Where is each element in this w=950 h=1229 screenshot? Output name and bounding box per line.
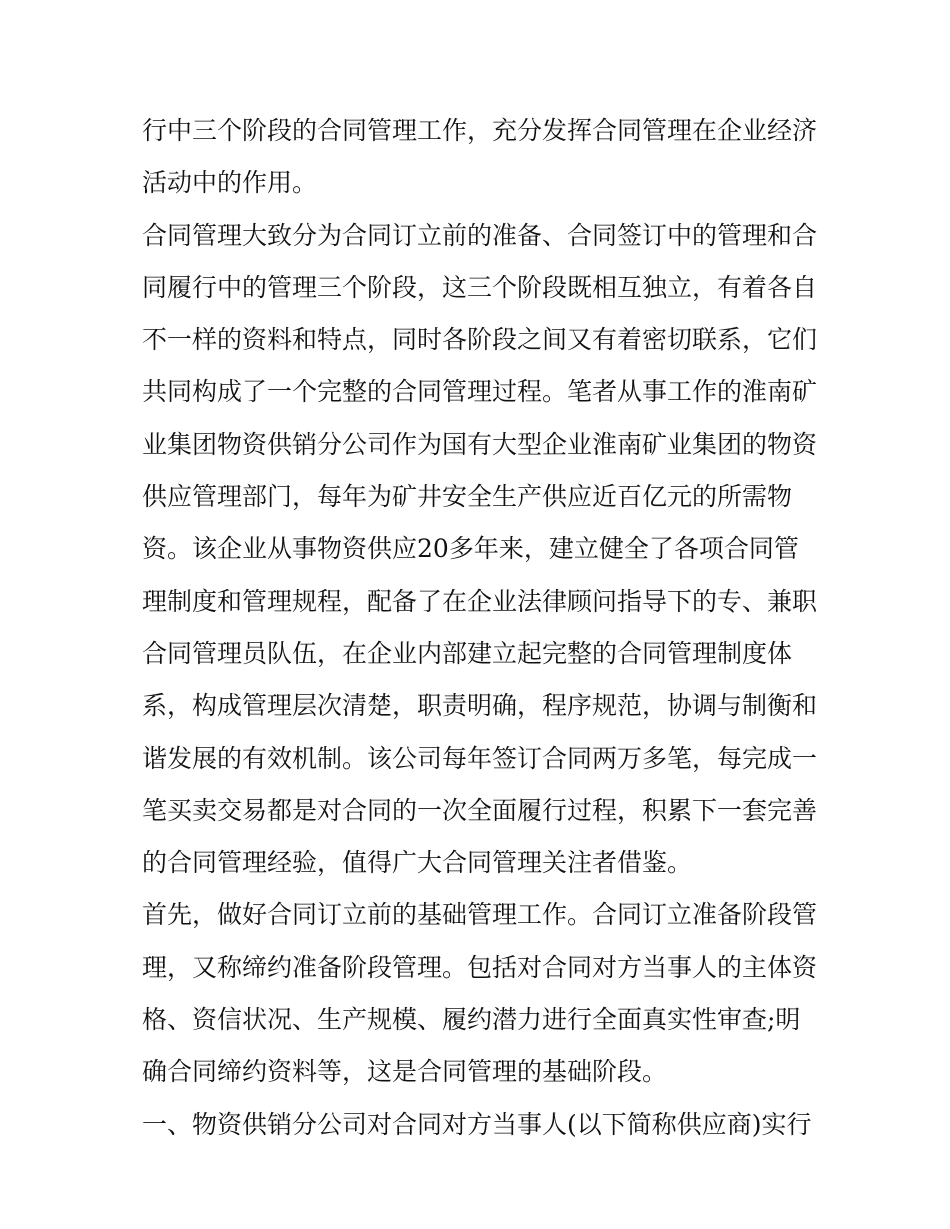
text-line: 首先，做好合同订立前的基础管理工作。合同订立准备阶段管 xyxy=(142,900,818,930)
text-line: 资。该企业从事物资供应20多年来，建立健全了各项合同管 xyxy=(142,534,799,564)
text-line: 确合同缔约资料等，这是合同管理的基础阶段。 xyxy=(142,1057,668,1087)
text-line: 不一样的资料和特点，同时各阶段之间又有着密切联系，它们 xyxy=(142,325,818,355)
text-line: 谐发展的有效机制。该公司每年签订合同两万多笔，每完成一 xyxy=(142,743,818,773)
text-line: 共同构成了一个完整的合同管理过程。笔者从事工作的淮南矿 xyxy=(142,377,818,407)
text-line: 合同管理员队伍，在企业内部建立起完整的合同管理制度体 xyxy=(142,638,793,668)
text-line: 行中三个阶段的合同管理工作，充分发挥合同管理在企业经济 xyxy=(142,116,818,145)
text-line: 格、资信状况、生产规模、履约潜力进行全面真实性审查;明 xyxy=(142,1005,801,1035)
text-line: 笔买卖交易都是对合同的一次全面履行过程，积累下一套完善 xyxy=(142,795,818,825)
body-text xyxy=(142,105,822,1151)
text-line: 理制度和管理规程，配备了在企业法律顾问指导下的专、兼职 xyxy=(142,586,818,616)
text-line: 同履行中的管理三个阶段，这三个阶段既相互独立，有着各自 xyxy=(142,272,818,302)
text-line: 合同管理大致分为合同订立前的准备、合同签订中的管理和合 xyxy=(142,220,818,250)
text-line: 理，又称缔约准备阶段管理。包括对合同对方当事人的主体资 xyxy=(142,952,818,982)
text-line: 业集团物资供销分公司作为国有大型企业淮南矿业集团的物资 xyxy=(142,429,818,459)
text-line: 的合同管理经验，值得广大合同管理关注者借鉴。 xyxy=(142,848,693,878)
text-line: 活动中的作用。 xyxy=(142,168,318,198)
text-line: 系，构成管理层次清楚，职责明确，程序规范，协调与制衡和 xyxy=(142,691,818,721)
text-line: 供应管理部门，每年为矿井安全生产供应近百亿元的所需物 xyxy=(142,482,793,512)
text-line: 一、物资供销分公司对合同对方当事人(以下简称供应商)实行 xyxy=(142,1109,812,1139)
